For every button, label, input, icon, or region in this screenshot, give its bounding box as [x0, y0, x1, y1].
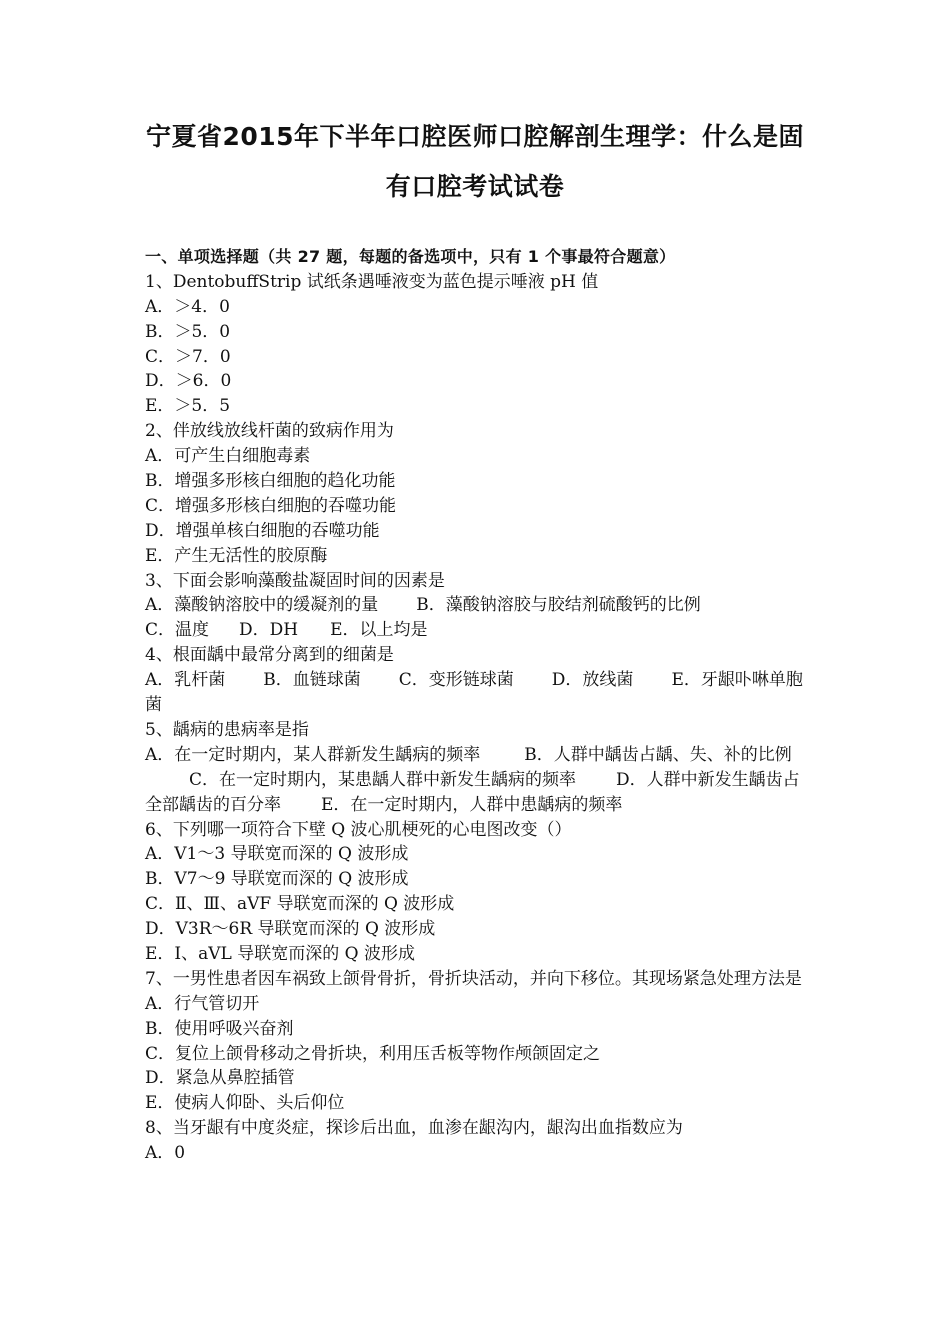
- question-7-option-c: C．复位上颌骨移动之骨折块，利用压舌板等物作颅颌固定之: [145, 1043, 601, 1064]
- exam-body: [145, 245, 810, 1166]
- question-2-option-c: C．增强多形核白细胞的吞噬功能: [145, 495, 397, 516]
- question-1-option-e: E．＞5．5: [145, 396, 231, 417]
- question-6-option-e: E．Ⅰ、aVL 导联宽而深的 Q 波形成: [145, 944, 415, 965]
- question-4-option-c: C．变形链球菌: [398, 670, 514, 691]
- question-5-stem: 5、龋病的患病率是指: [145, 719, 309, 740]
- question-4-stem: 4、根面龋中最常分离到的细菌是: [145, 645, 394, 666]
- question-4-options: [145, 668, 810, 718]
- question-3-option-e: E．以上均是: [330, 620, 428, 641]
- question-4-option-e: E．牙龈卟啉单胞菌: [145, 670, 803, 716]
- question-5-options: [145, 743, 810, 818]
- question-8-option-a: A．0: [145, 1143, 186, 1164]
- question-6-stem: 6、下列哪一项符合下壁 Q 波心肌梗死的心电图改变（）: [145, 819, 572, 840]
- question-7-option-d: D．紧急从鼻腔插管: [145, 1068, 295, 1089]
- question-3-option-c: C．温度: [145, 620, 210, 641]
- question-1-option-a: A．＞4．0: [145, 296, 230, 317]
- question-8-stem: 8、当牙龈有中度炎症，探诊后出血，血渗在龈沟内，龈沟出血指数应为: [145, 1118, 683, 1139]
- question-1-option-d: D．＞6．0: [145, 371, 232, 392]
- question-7-option-a: A．行气管切开: [145, 993, 260, 1014]
- question-6-option-d: D．V3R～6R 导联宽而深的 Q 波形成: [145, 919, 436, 940]
- question-4-option-d: D．放线菌: [551, 670, 634, 691]
- question-5-option-c: C．在一定时期内，某患龋人群中新发生龋病的频率: [189, 769, 577, 790]
- question-5-option-e: E．在一定时期内，人群中患龋病的频率: [321, 794, 623, 815]
- question-1-option-c: C．＞7．0: [145, 346, 231, 367]
- document-title-line-1: 宁夏省2015年下半年口腔医师口腔解剖生理学：什么是固: [145, 122, 805, 151]
- question-1-stem: 1、DentobuffStrip 试纸条遇唾液变为蓝色提示唾液 pH 值: [145, 271, 599, 292]
- question-2-option-b: B．增强多形核白细胞的趋化功能: [145, 471, 396, 492]
- question-6-option-a: A．V1～3 导联宽而深的 Q 波形成: [145, 844, 409, 865]
- question-6-option-b: B．V7～9 导联宽而深的 Q 波形成: [145, 869, 409, 890]
- question-3-option-b: B．藻酸钠溶胶与胶结剂硫酸钙的比例: [416, 595, 701, 616]
- question-2-option-e: E．产生无活性的胶原酶: [145, 545, 328, 566]
- question-3-options-row-2: [145, 618, 810, 643]
- question-7-stem: 7、一男性患者因车祸致上颌骨骨折，骨折块活动，并向下移位。其现场紧急处理方法是: [145, 968, 802, 989]
- question-5-option-d: D．人群中新发生龋齿占全部龋齿的百分率: [145, 769, 800, 815]
- question-3-option-a: A．藻酸钠溶胶中的缓凝剂的量: [145, 595, 379, 616]
- document-title-line-2: 有口腔考试试卷: [385, 172, 565, 201]
- question-5-option-a: A．在一定时期内，某人群新发生龋病的频率: [145, 744, 481, 765]
- section-heading: 一、单项选择题（共 27 题，每题的备选项中，只有 1 个事最符合题意）: [145, 247, 676, 266]
- question-4-option-b: B．血链球菌: [263, 670, 361, 691]
- question-3-options-row-1: [145, 593, 810, 618]
- question-3-option-d: D．DH: [239, 620, 299, 641]
- question-2-option-a: A．可产生白细胞毒素: [145, 446, 311, 467]
- question-7-option-e: E．使病人仰卧、头后仰位: [145, 1093, 345, 1114]
- question-3-stem: 3、下面会影响藻酸盐凝固时间的因素是: [145, 570, 445, 591]
- question-6-option-c: C．Ⅱ、Ⅲ、aVF 导联宽而深的 Q 波形成: [145, 894, 455, 915]
- question-1-option-b: B．＞5．0: [145, 321, 231, 342]
- question-2-stem: 2、伴放线放线杆菌的致病作用为: [145, 421, 394, 442]
- question-7-option-b: B．使用呼吸兴奋剂: [145, 1018, 294, 1039]
- question-4-option-a: A．乳杆菌: [145, 670, 226, 691]
- question-5-option-b: B．人群中龋齿占龋、失、补的比例: [524, 744, 792, 765]
- question-2-option-d: D．增强单核白细胞的吞噬功能: [145, 520, 380, 541]
